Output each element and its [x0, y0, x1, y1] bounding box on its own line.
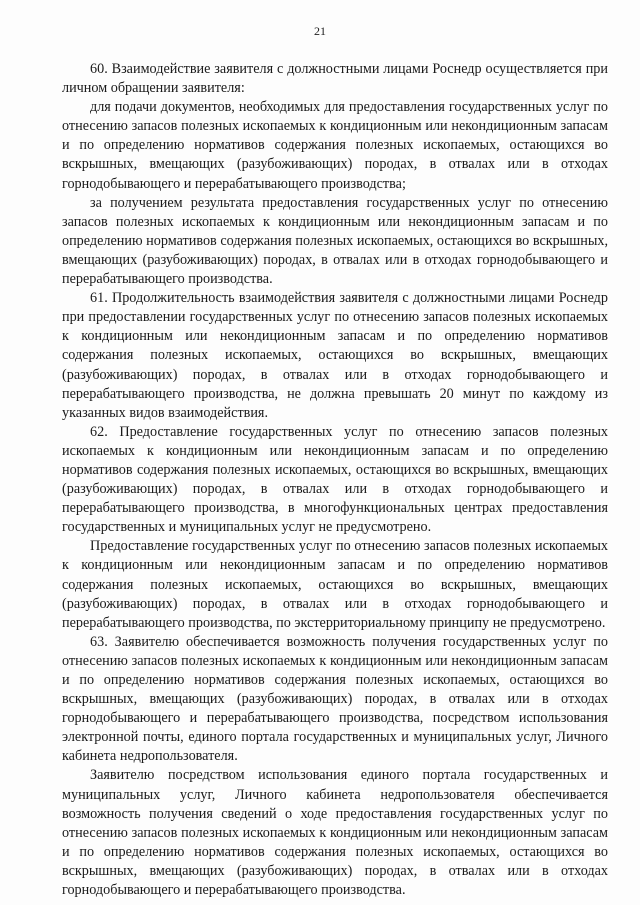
paragraph-62-extraterritorial: Предоставление государственных услуг по отнесению запасов полезных ископаемых к кондиционным или некондиционным запасам и по определению нормативов содержания полезных ископаемых, остающихся во вскрышных, вмещающих (разубоживающих) породах, в отвалах или в отходах горнодобывающего и перерабатывающего производства, по экстерриториальному принципу не предусмотрено.	[62, 538, 608, 631]
paragraph-60: 60. Взаимодействие заявителя с должностными лицами Роснедр осуществляется при личном обращении заявителя:	[62, 61, 608, 97]
paragraph-62: 62. Предоставление государственных услуг по отнесению запасов полезных ископаемых к кондиционным или некондиционным запасам и по определению нормативов содержания полезных ископаемых, остающихся во вскрышных, вмещающих (разубоживающих) породах, в отвалах или в отходах горнодобывающего и перерабатывающего производства, в многофункциональных центрах предоставления государственных и муниципальных услуг не предусмотрено.	[62, 423, 608, 536]
paragraph-61: 61. Продолжительность взаимодействия заявителя с должностными лицами Роснедр при предоставлении государственных услуг по отнесению запасов полезных ископаемых к кондиционным или некондиционным запасам и по определению нормативов содержания полезных ископаемых, остающихся во вскрышных, вмещающих (разубоживающих) породах, в отвалах или в отходах горнодобывающего и перерабатывающего производства, не должна превышать 20 минут по каждому из указанных видов взаимодействия.	[62, 290, 608, 421]
document-body	[62, 60, 608, 900]
page-number: 21	[314, 24, 326, 38]
paragraph-63-status-info: Заявителю посредством использования единого портала государственных и муниципальных услуг, Личного кабинета недропользователя обеспечивается возможность получения сведений о ходе предоставления государственных услуг по отнесению запасов полезных ископаемых к кондиционным или некондиционным запасам и по определению нормативов содержания полезных ископаемых, остающихся во вскрышных, вмещающих (разубоживающих) породах, в отвалах или в отходах горнодобывающего и перерабатывающего производства.	[62, 767, 608, 899]
paragraph-60-item-submission: для подачи документов, необходимых для предоставления государственных услуг по отнесению запасов полезных ископаемых к кондиционным или некондиционным запасам и по определению нормативов содержания полезных ископаемых, остающихся во вскрышных, вмещающих (разубоживающих) породах, в отвалах или в отходах горнодобывающего и перерабатывающего производства;	[62, 99, 608, 192]
paragraph-63: 63. Заявителю обеспечивается возможность получения государственных услуг по отнесению запасов полезных ископаемых к кондиционным или некондиционным запасам и по определению нормативов содержания полезных ископаемых, остающихся во вскрышных, вмещающих (разубоживающих) породах, в отвалах или в отходах горнодобывающего и перерабатывающего производства, посредством использования электронной почты, единого портала государственных и муниципальных услуг, Личного кабинета недропользователя.	[62, 633, 608, 765]
paragraph-60-item-result: за получением результата предоставления государственных услуг по отнесению запасов полезных ископаемых к кондиционным или некондиционным запасам и по определению нормативов содержания полезных ископаемых, остающихся во вскрышных, вмещающих (разубоживающих) породах, в отвалах или в отходах горнодобывающего и перерабатывающего производства.	[62, 194, 608, 288]
